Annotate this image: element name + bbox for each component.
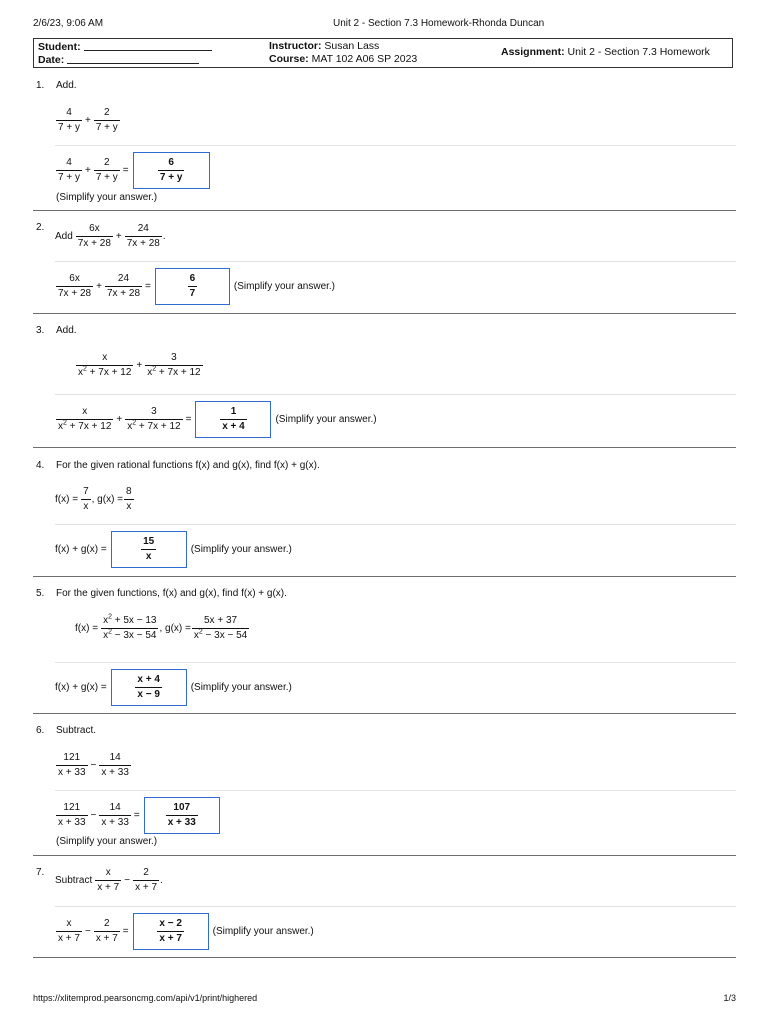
- course-field: Course: MAT 102 A06 SP 2023: [269, 53, 418, 65]
- fraction: $\frac{6x}{7x + 28}$: [58, 273, 92, 299]
- fraction: $\frac{24}{7x + 28}$: [126, 223, 160, 249]
- problem-divider: [33, 957, 736, 958]
- print-header: [33, 18, 738, 32]
- problem-expression: f(x) = $\frac{x^2 + 5x - 13}{x^2 - 3x - 54}$ , g(x) = $\frac{5x + 37}{x^2 - 3x - 54}$: [75, 613, 248, 641]
- divider: [55, 662, 736, 663]
- fraction: $\frac{2}{7 + y}$: [95, 107, 118, 133]
- fraction: $\frac{4}{7 + y}$: [58, 107, 80, 133]
- problem-divider: [33, 210, 736, 211]
- problem-number: 6.: [36, 725, 45, 736]
- fraction: $\frac{x}{x + 7}$: [58, 918, 80, 944]
- fraction: $\frac{x^2 + 5x - 13}{x^2 - 3x - 54}$: [103, 613, 157, 641]
- fraction: $\frac{3}{x^2 + 7x + 12}$: [147, 352, 201, 378]
- fraction: $\frac{2}{7 + y}$: [95, 157, 118, 183]
- fraction: $\frac{6x}{7x + 28}$: [77, 223, 111, 249]
- problem-number: 3.: [36, 325, 45, 336]
- fraction: $\frac{5x + 37}{x^2 - 3x - 54}$: [193, 615, 248, 641]
- divider: [55, 790, 736, 791]
- answer-box: $\frac{6}{7}$: [155, 268, 230, 305]
- fraction: $\frac{2}{x + 7}$: [95, 918, 118, 944]
- instructor-field: Instructor: Susan Lass: [269, 40, 380, 52]
- print-datetime: 2/6/23, 9:06 AM: [33, 18, 104, 29]
- date-field: Date:: [38, 53, 199, 67]
- problem-expression: Subtract $\frac{x}{x + 7}$ − $\frac{2}{x + 7}$ .: [55, 867, 163, 893]
- problem-divider: [33, 576, 736, 577]
- problem-prompt: Subtract.: [56, 725, 97, 736]
- simplify-note: (Simplify your answer.): [233, 281, 336, 292]
- fraction: $\frac{121}{x + 33}$: [58, 752, 86, 778]
- page-number: 1/3: [723, 993, 736, 1003]
- problem-divider: [33, 447, 736, 448]
- answer-line: $\frac{x}{x^2 + 7x + 12}$ + $\frac{3}{x^2 + 7x + 12}$ = $\frac{1}{x + 4}$ (Simplify your answer.): [55, 401, 377, 438]
- divider: [55, 394, 736, 395]
- assignment-info-box: [33, 38, 733, 68]
- fraction: $\frac{7}{x}$: [83, 486, 89, 512]
- answer-line: $\frac{x}{x + 7}$ − $\frac{2}{x + 7}$ = $\frac{x - 2}{x + 7}$ (Simplify your answer.): [55, 913, 314, 950]
- problem-prompt: Add.: [56, 80, 77, 91]
- problem-number: 5.: [36, 588, 45, 599]
- fraction: $\frac{x}{x^2 + 7x + 12}$: [58, 406, 112, 432]
- simplify-note: (Simplify your answer.): [56, 192, 158, 203]
- divider: [55, 261, 736, 262]
- assignment-field: Assignment: Unit 2 - Section 7.3 Homework: [501, 46, 710, 58]
- answer-line: f(x) + g(x) = $\frac{x + 4}{x - 9}$ (Simplify your answer.): [55, 669, 292, 706]
- simplify-note: (Simplify your answer.): [190, 682, 292, 693]
- problem-divider: [33, 313, 736, 314]
- answer-box: $\frac{x + 4}{x - 9}$: [111, 669, 187, 706]
- divider: [55, 906, 736, 907]
- fraction: $\frac{24}{7x + 28}$: [106, 273, 141, 299]
- answer-box: $\frac{6}{7 + y}$: [133, 152, 210, 189]
- answer-line: f(x) + g(x) = $\frac{15}{x}$ (Simplify your answer.): [55, 531, 292, 568]
- problem-prompt: For the given functions, f(x) and g(x), find f(x) + g(x).: [56, 588, 287, 599]
- divider: [55, 524, 736, 525]
- fraction: $\frac{8}{x}$: [126, 486, 132, 512]
- problem-expression: f(x) = $\frac{7}{x}$ , g(x) = $\frac{8}{x}$: [55, 486, 132, 512]
- fraction: $\frac{14}{x + 33}$: [101, 802, 129, 828]
- answer-line: $\frac{4}{7 + y}$ + $\frac{2}{7 + y}$ = $\frac{6}{7 + y}$: [55, 152, 212, 189]
- answer-box: $\frac{107}{x + 33}$: [144, 797, 220, 834]
- problem-expression: Add $\frac{6x}{7x + 28}$ + $\frac{24}{7x + 28}$ .: [55, 223, 166, 249]
- fraction: $\frac{x}{x^2 + 7x + 12}$: [78, 352, 132, 378]
- problem-prompt: Add.: [56, 325, 77, 336]
- problem-expression: $\frac{121}{x + 33}$ − $\frac{14}{x + 33}$: [58, 752, 129, 778]
- fraction: $\frac{14}{x + 33}$: [101, 752, 129, 778]
- simplify-note: (Simplify your answer.): [275, 414, 377, 425]
- date-blank: [67, 53, 199, 64]
- fraction: $\frac{121}{x + 33}$: [58, 802, 86, 828]
- student-field: Student:: [38, 40, 212, 54]
- print-footer: [33, 993, 736, 1005]
- print-title: Unit 2 - Section 7.3 Homework-Rhonda Duncan: [333, 18, 545, 29]
- fraction: $\frac{x}{x + 7}$: [97, 867, 120, 893]
- simplify-note: (Simplify your answer.): [190, 544, 292, 555]
- divider: [55, 145, 736, 146]
- problem-prompt: For the given rational functions f(x) and g(x), find f(x) + g(x).: [56, 460, 320, 471]
- simplify-note: (Simplify your answer.): [212, 926, 314, 937]
- problem-number: 4.: [36, 460, 45, 471]
- problem-divider: [33, 855, 736, 856]
- fraction: $\frac{4}{7 + y}$: [58, 157, 80, 183]
- answer-box: $\frac{1}{x + 4}$: [195, 401, 271, 438]
- answer-box: $\frac{x - 2}{x + 7}$: [133, 913, 209, 950]
- fraction: $\frac{3}{x^2 + 7x + 12}$: [127, 406, 181, 432]
- answer-box: $\frac{15}{x}$: [111, 531, 187, 568]
- problem-divider: [33, 713, 736, 714]
- student-blank: [84, 40, 212, 51]
- problem-number: 7.: [36, 867, 45, 878]
- problem-expression: $\frac{x}{x^2 + 7x + 12}$ + $\frac{3}{x^2 + 7x + 12}$: [78, 352, 201, 378]
- answer-line: $\frac{121}{x + 33}$ − $\frac{14}{x + 33}$ = $\frac{107}{x + 33}$: [55, 797, 222, 834]
- simplify-note: (Simplify your answer.): [56, 836, 158, 847]
- problem-number: 2.: [36, 222, 45, 233]
- fraction: $\frac{2}{x + 7}$: [135, 867, 158, 893]
- problem-number: 1.: [36, 80, 45, 91]
- answer-line: $\frac{6x}{7x + 28}$ + $\frac{24}{7x + 28}$ = $\frac{6}{7}$ (Simplify your answer.): [55, 268, 335, 305]
- problem-expression: $\frac{4}{7 + y}$ + $\frac{2}{7 + y}$: [58, 107, 118, 133]
- source-url: https://xlitemprod.pearsoncmg.com/api/v1/print/highered: [33, 993, 258, 1003]
